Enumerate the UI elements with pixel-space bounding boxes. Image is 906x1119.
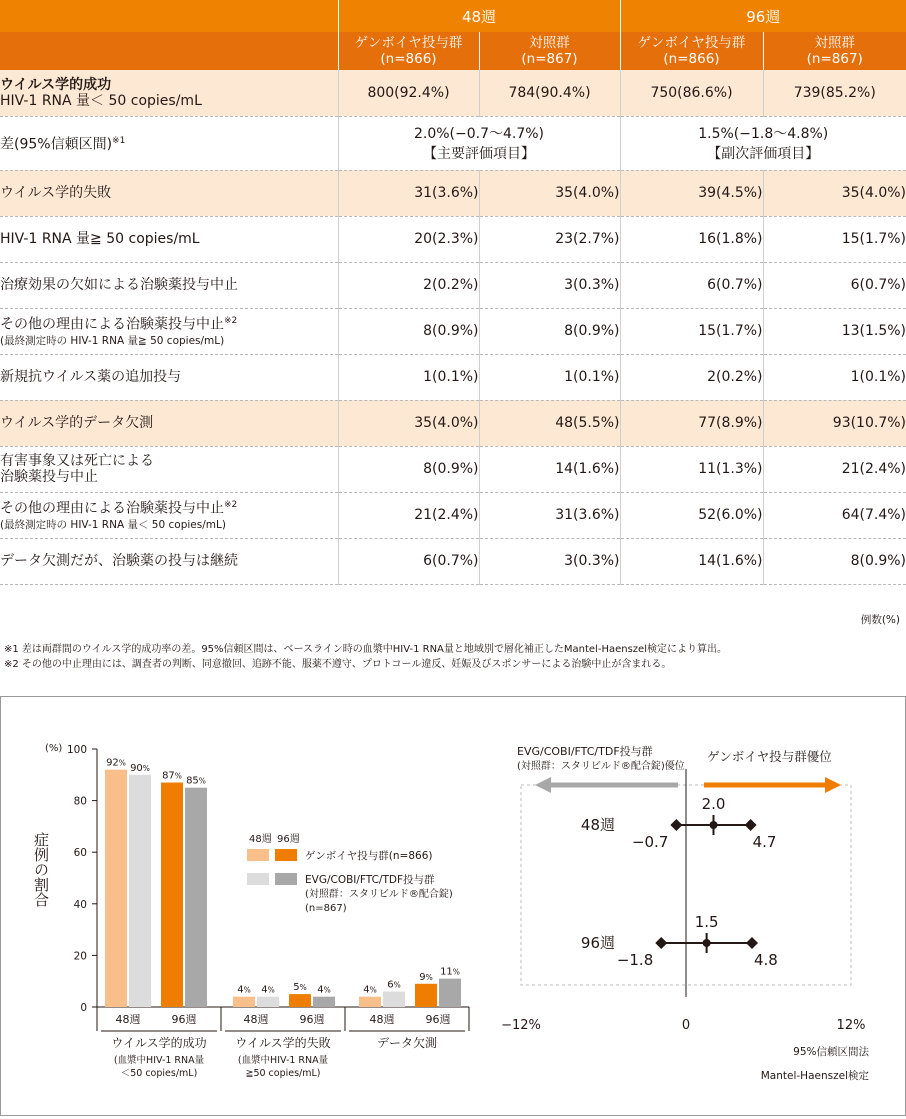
cell-value: 800(92.4%) [338, 70, 479, 116]
bar-label: 4% [261, 984, 275, 996]
bar-label: 4% [363, 984, 377, 996]
forest-left-label-2: (対照群：スタリビルド®配合錠)優位 [517, 761, 685, 772]
cell-value: 35(4.0%) [763, 170, 906, 216]
row-label: 治療効果の欠如による治験薬投与中止 [0, 262, 338, 308]
cell-value: 39(4.5%) [620, 170, 763, 216]
cell-value: 3(0.3%) [479, 538, 620, 584]
x-group-label: ウイルス学的成功 [111, 1036, 207, 1050]
cell-value: 2(0.2%) [338, 262, 479, 308]
forest-tick-label: 0 [681, 1018, 691, 1033]
bar [289, 994, 311, 1007]
y-axis-label: 症例の割合 [32, 832, 50, 907]
y-tick-label: 20 [73, 950, 87, 963]
difference-48: 2.0%(−0.7〜4.7%) 【主要評価項目】 [338, 116, 620, 170]
cell-value: 21(2.4%) [338, 492, 479, 538]
forest-right-label: ゲンボイヤ投与群優位 [707, 749, 832, 764]
row-label: 新規抗ウイルス薬の追加投与 [0, 354, 338, 400]
cell-value: 6(0.7%) [338, 538, 479, 584]
table-row [0, 446, 906, 492]
bar-label: 6% [387, 979, 401, 991]
table-row-success [0, 70, 906, 116]
cell-value: 8(0.9%) [479, 308, 620, 354]
ci-end-marker [745, 819, 757, 831]
cell-value: 15(1.7%) [620, 308, 763, 354]
period-header-48: 48週 [338, 0, 620, 32]
y-tick-label: 40 [73, 898, 87, 911]
cell-value: 31(3.6%) [338, 170, 479, 216]
cell-value: 739(85.2%) [763, 70, 906, 116]
x-group-label: データ欠測 [376, 1036, 438, 1050]
estimate-label: 2.0 [701, 795, 726, 813]
legend-control-1: EVG/COBI/FTC/TDF投与群 [305, 874, 435, 886]
bar [415, 984, 437, 1007]
x-timepoint-label: 96週 [299, 1013, 325, 1026]
forest-tick-label: −12% [501, 1018, 541, 1033]
cell-value: 13(1.5%) [763, 308, 906, 354]
cell-value: 20(2.3%) [338, 216, 479, 262]
ci-end-marker [746, 937, 758, 949]
bar [105, 770, 127, 1007]
cell-value: 11(1.3%) [620, 446, 763, 492]
bar [129, 775, 151, 1007]
cell-value: 8(0.9%) [338, 308, 479, 354]
bar [161, 783, 183, 1007]
row-label: その他の理由による治験薬投与中止$^{※2}$ (最終測定時の HIV-1 RNA 量≧ 50 copies/mL) [0, 308, 338, 354]
legend-swatch-genvoya-96 [275, 849, 297, 861]
cell-value: 14(1.6%) [479, 446, 620, 492]
estimate-label: 1.5 [694, 913, 719, 931]
x-group-sub: ＜50 copies/mL) [120, 1068, 198, 1079]
footnote-1: ※1 差は両群間のウイルス学的成功率の差。95%信頼区間は、ベースライン時の血漿中HIV-1 RNA量と地域別で層化補正したMantel-Haenszel検定により算出。 [4, 644, 727, 655]
legend-control-3: (n=867) [305, 903, 347, 914]
cell-value: 3(0.3%) [479, 262, 620, 308]
legend-swatch-genvoya-48 [247, 849, 269, 861]
bar-label: 90% [130, 762, 150, 774]
cell-value: 48(5.5%) [479, 400, 620, 446]
footnote-2: ※2 その他の中止理由には、調査者の判断、同意撤回、追跡不能、服薬不遵守、プロトコール違反、妊娠及びスポンサーによる治験中止が含まれる。 [4, 659, 672, 670]
cell-value: 35(4.0%) [479, 170, 620, 216]
header-blank-2 [0, 32, 338, 70]
table-row [0, 492, 906, 538]
forest-row-label: 96週 [580, 934, 615, 952]
table-row [0, 262, 906, 308]
cell-value: 1(0.1%) [763, 354, 906, 400]
forest-rows [581, 795, 778, 969]
cell-value: 8(0.9%) [338, 446, 479, 492]
row-label: ウイルス学的失敗 [0, 170, 338, 216]
header-blank [0, 0, 338, 32]
y-unit: (%) [45, 743, 63, 754]
x-timepoint-label: 48週 [115, 1013, 141, 1026]
forest-row-label: 48週 [580, 816, 615, 834]
bar [313, 997, 335, 1007]
forest-method-2: Mantel-Haenszel検定 [760, 1070, 869, 1082]
legend-genvoya: ゲンボイヤ投与群(n=866) [305, 850, 433, 862]
bar-label: 87% [162, 770, 182, 782]
cell-value: 6(0.7%) [620, 262, 763, 308]
cell-value: 93(10.7%) [763, 400, 906, 446]
row-label: 有害事象又は死亡による 治験薬投与中止 [0, 446, 338, 492]
estimate-point [710, 821, 718, 829]
bar [233, 997, 255, 1007]
cell-value: 14(1.6%) [620, 538, 763, 584]
difference-96: 1.5%(−1.8〜4.8%) 【副次評価項目】 [620, 116, 906, 170]
bar-label: 4% [317, 984, 331, 996]
forest-arrows [535, 777, 841, 793]
table-row [0, 308, 906, 354]
legend-swatch-control-96 [275, 873, 297, 885]
forest-left-label-1: EVG/COBI/FTC/TDF投与群 [517, 745, 653, 758]
bar [439, 979, 461, 1007]
y-tick-label: 0 [80, 1002, 87, 1014]
forest-x-ticks [501, 1018, 865, 1033]
lower-label: −1.8 [616, 951, 654, 969]
group-header-control-48: 対照群 (n=867) [479, 32, 620, 70]
x-timepoint-label: 48週 [369, 1013, 395, 1026]
upper-label: 4.8 [754, 951, 778, 969]
cell-value: 31(3.6%) [479, 492, 620, 538]
x-group-label: ウイルス学的失敗 [235, 1036, 331, 1050]
cell-value: 21(2.4%) [763, 446, 906, 492]
ci-end-marker [670, 819, 682, 831]
period-header-96: 96週 [620, 0, 906, 32]
cell-value: 35(4.0%) [338, 400, 479, 446]
row-label: データ欠測だが、治験薬の投与は継続 [0, 538, 338, 584]
legend-swatch-control-48 [247, 873, 269, 885]
figure-svg [1, 697, 905, 1115]
bar-label: 85% [186, 775, 206, 787]
y-tick-label: 100 [66, 744, 87, 756]
group-header-genvoya-48: ゲンボイヤ投与群 (n=866) [338, 32, 479, 70]
x-timepoint-label: 96週 [425, 1013, 451, 1026]
bar-label: 5% [293, 982, 307, 994]
table-row [0, 538, 906, 584]
row-label: その他の理由による治験薬投与中止$^{※2}$ (最終測定時の HIV-1 RNA 量＜ 50 copies/mL) [0, 492, 338, 538]
table-row [0, 354, 906, 400]
upper-label: 4.7 [752, 833, 777, 851]
bar [257, 997, 279, 1007]
lower-label: −0.7 [631, 833, 669, 851]
bar-label: 4% [237, 984, 251, 996]
cell-value: 77(8.9%) [620, 400, 763, 446]
cell-value: 23(2.7%) [479, 216, 620, 262]
x-group-sub: ≧50 copies/mL) [245, 1068, 321, 1079]
arrow-left-icon [535, 777, 551, 793]
table-row-missing [0, 400, 906, 446]
y-tick-label: 60 [73, 847, 87, 860]
y-ticks [67, 744, 97, 1014]
x-timepoint-label: 96週 [171, 1013, 197, 1026]
cell-value: 8(0.9%) [763, 538, 906, 584]
x-timepoint-label: 48週 [243, 1013, 269, 1026]
cell-value: 6(0.7%) [763, 262, 906, 308]
x-group-sub: (血漿中HIV-1 RNA量 [113, 1055, 205, 1066]
forest-tick-label: 12% [836, 1018, 866, 1033]
bar [383, 992, 405, 1007]
unit-note: 例数(%) [860, 614, 900, 626]
cell-value: 15(1.7%) [763, 216, 906, 262]
cell-value: 784(90.4%) [479, 70, 620, 116]
bar-label: 92% [106, 757, 126, 769]
table-row-difference [0, 116, 906, 170]
row-label: HIV-1 RNA 量≧ 50 copies/mL [0, 216, 338, 262]
legend-control-2: (対照群：スタリビルド®配合錠) [305, 889, 453, 900]
row-label: ウイルス学的成功 HIV-1 RNA 量＜ 50 copies/mL [0, 70, 338, 116]
x-group-sub: (血漿中HIV-1 RNA量 [237, 1055, 329, 1066]
x-categories [97, 1007, 469, 1079]
row-label: ウイルス学的データ欠測 [0, 400, 338, 446]
cell-value: 1(0.1%) [338, 354, 479, 400]
row-label: 差(95%信頼区間)$^{※1}$ [0, 116, 338, 170]
arrow-right-icon [825, 777, 841, 793]
legend-col-48: 48週 [249, 834, 272, 845]
bar [359, 997, 381, 1007]
forest-method-1: 95%信頼区間法 [793, 1046, 869, 1058]
bar-label: 11% [440, 966, 460, 978]
table-row [0, 216, 906, 262]
cell-value: 1(0.1%) [479, 354, 620, 400]
y-tick-label: 80 [73, 795, 87, 808]
cell-value: 2(0.2%) [620, 354, 763, 400]
cell-value: 52(6.0%) [620, 492, 763, 538]
cell-value: 16(1.8%) [620, 216, 763, 262]
cell-value: 750(86.6%) [620, 70, 763, 116]
table-row-failure [0, 170, 906, 216]
group-header-control-96: 対照群 (n=867) [763, 32, 906, 70]
bar [185, 788, 207, 1007]
estimate-point [703, 939, 711, 947]
bar-label: 9% [419, 971, 433, 983]
group-header-genvoya-96: ゲンボイヤ投与群 (n=866) [620, 32, 763, 70]
ci-end-marker [655, 937, 667, 949]
figure-box [0, 696, 906, 1116]
legend-col-96: 96週 [277, 834, 300, 845]
cell-value: 64(7.4%) [763, 492, 906, 538]
